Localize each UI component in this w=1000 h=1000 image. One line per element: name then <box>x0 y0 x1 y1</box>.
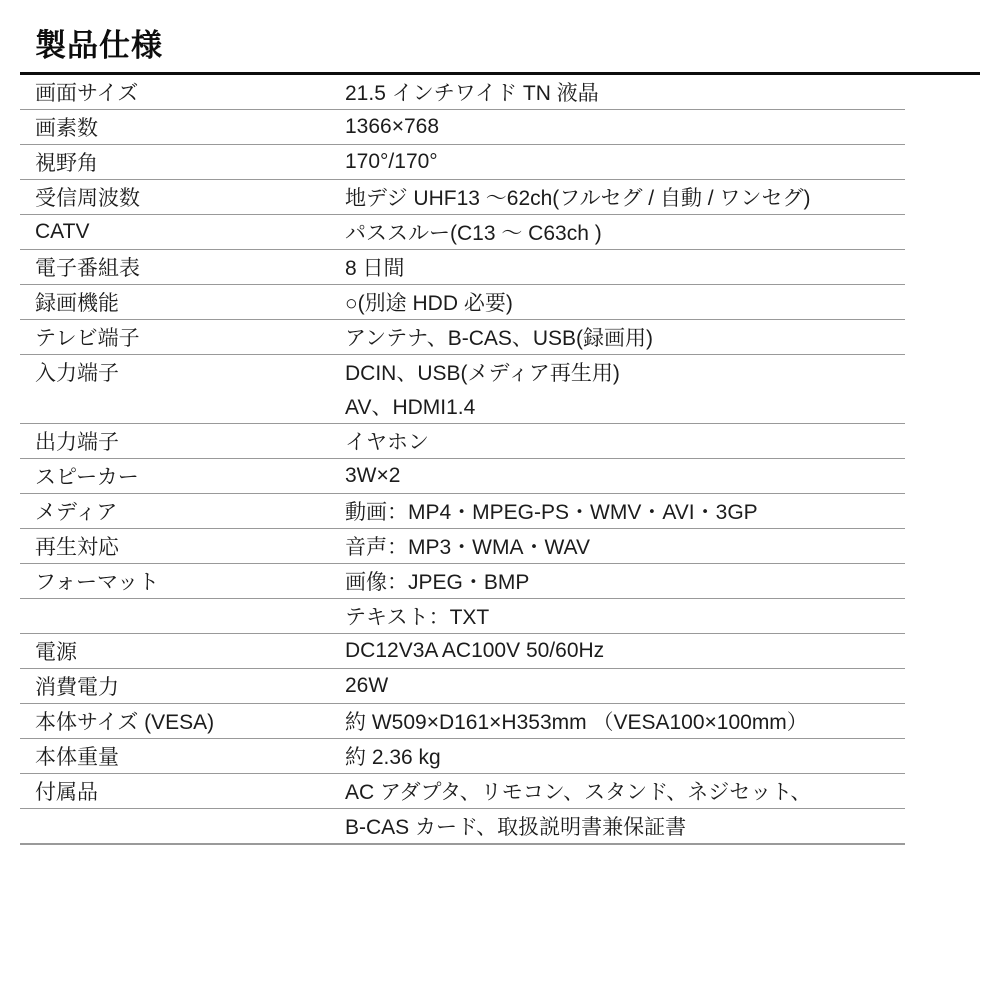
spec-value <box>345 704 905 738</box>
spec-label: 電子番組表 <box>35 257 140 280</box>
spec-label <box>20 599 345 633</box>
spec-row <box>20 320 905 355</box>
spec-label: 入力端子 <box>35 362 119 385</box>
spec-value <box>345 285 905 319</box>
spec-value <box>345 459 905 493</box>
spec-value <box>345 669 905 703</box>
spec-value-line: DC12V3A AC100V 50/60Hz <box>345 639 605 662</box>
spec-value-line: 音声：MP3・WMA・WAV <box>345 536 590 559</box>
spec-label: スピーカー <box>35 466 139 489</box>
spec-row <box>20 180 905 215</box>
spec-label: 本体重量 <box>35 746 119 769</box>
spec-row <box>20 704 905 739</box>
page-title: 製品仕様 <box>35 28 163 63</box>
spec-value-line: 約 W509×D161×H353mm （VESA100×100mm） <box>345 711 808 734</box>
spec-value-line: アンテナ、B-CAS、USB(録画用) <box>345 327 654 350</box>
spec-row <box>20 634 905 669</box>
spec-value <box>345 250 905 284</box>
spec-label: 画素数 <box>35 117 98 140</box>
spec-row <box>20 215 905 250</box>
spec-value <box>345 809 905 843</box>
spec-value-line: 地デジ UHF13 ～62ch(フルセグ / 自動 / ワンセグ) <box>345 187 811 210</box>
spec-value <box>345 494 905 528</box>
spec-row <box>20 494 905 529</box>
spec-value <box>345 634 905 668</box>
spec-label: 画面サイズ <box>35 82 139 105</box>
spec-row <box>20 774 905 809</box>
spec-label: CATV <box>35 220 90 243</box>
spec-row <box>20 145 905 180</box>
spec-row <box>20 669 905 704</box>
spec-value-line: 約 2.36 kg <box>345 746 441 769</box>
spec-value-line: DCIN、USB(メディア再生用) <box>345 362 620 385</box>
spec-label: 付属品 <box>35 781 98 804</box>
spec-row <box>20 564 905 599</box>
spec-value-line: AV、HDMI1.4 <box>345 396 476 419</box>
spec-row <box>20 75 905 110</box>
spec-value-line: 26W <box>345 674 389 697</box>
spec-value <box>345 75 905 109</box>
spec-label: 視野角 <box>35 152 98 175</box>
spec-value <box>345 529 905 563</box>
spec-row <box>20 250 905 285</box>
spec-label: 再生対応 <box>35 536 119 559</box>
spec-row <box>20 110 905 145</box>
spec-value <box>345 355 905 423</box>
spec-label: 録画機能 <box>35 292 119 315</box>
spec-row <box>20 599 905 634</box>
spec-value-line: 170°/170° <box>345 150 438 173</box>
spec-value-line: ○(別途 HDD 必要) <box>345 292 513 315</box>
spec-value <box>345 145 905 179</box>
spec-table <box>20 75 905 845</box>
spec-label: 出力端子 <box>35 431 119 454</box>
spec-row <box>20 809 905 845</box>
spec-label: 電源 <box>35 641 77 664</box>
spec-value-line: 3W×2 <box>345 464 401 487</box>
spec-value-line: B-CAS カード、取扱説明書兼保証書 <box>345 816 687 839</box>
spec-value <box>345 180 905 214</box>
spec-value <box>345 599 905 633</box>
spec-value-line: イヤホン <box>345 431 429 454</box>
spec-value <box>345 774 905 808</box>
spec-value <box>345 215 905 249</box>
spec-value-line: テキスト：TXT <box>345 606 490 629</box>
spec-row <box>20 459 905 494</box>
spec-value-line: 8 日間 <box>345 257 405 280</box>
spec-label: テレビ端子 <box>35 327 140 350</box>
spec-label: 本体サイズ (VESA) <box>35 711 215 734</box>
spec-value <box>345 739 905 773</box>
spec-value-line: パススルー(C13 ～ C63ch ) <box>345 222 602 245</box>
spec-row <box>20 424 905 459</box>
spec-label: メディア <box>35 501 118 524</box>
spec-value-line: 動画：MP4・MPEG-PS・WMV・AVI・3GP <box>345 501 758 524</box>
spec-value <box>345 320 905 354</box>
spec-row <box>20 739 905 774</box>
spec-label: 消費電力 <box>35 676 119 699</box>
spec-value-line: AC アダプタ、リモコン、スタンド、ネジセット、 <box>345 781 812 804</box>
spec-row <box>20 285 905 320</box>
spec-label: フォーマット <box>35 571 160 594</box>
spec-label <box>20 809 345 843</box>
spec-value-line: 21.5 インチワイド TN 液晶 <box>345 82 599 105</box>
spec-row <box>20 355 905 424</box>
spec-value-line: 画像：JPEG・BMP <box>345 571 530 594</box>
spec-label: 受信周波数 <box>35 187 140 210</box>
spec-row <box>20 529 905 564</box>
spec-value <box>345 564 905 598</box>
spec-value-line: 1366×768 <box>345 115 440 138</box>
spec-value <box>345 110 905 144</box>
spec-value <box>345 424 905 458</box>
